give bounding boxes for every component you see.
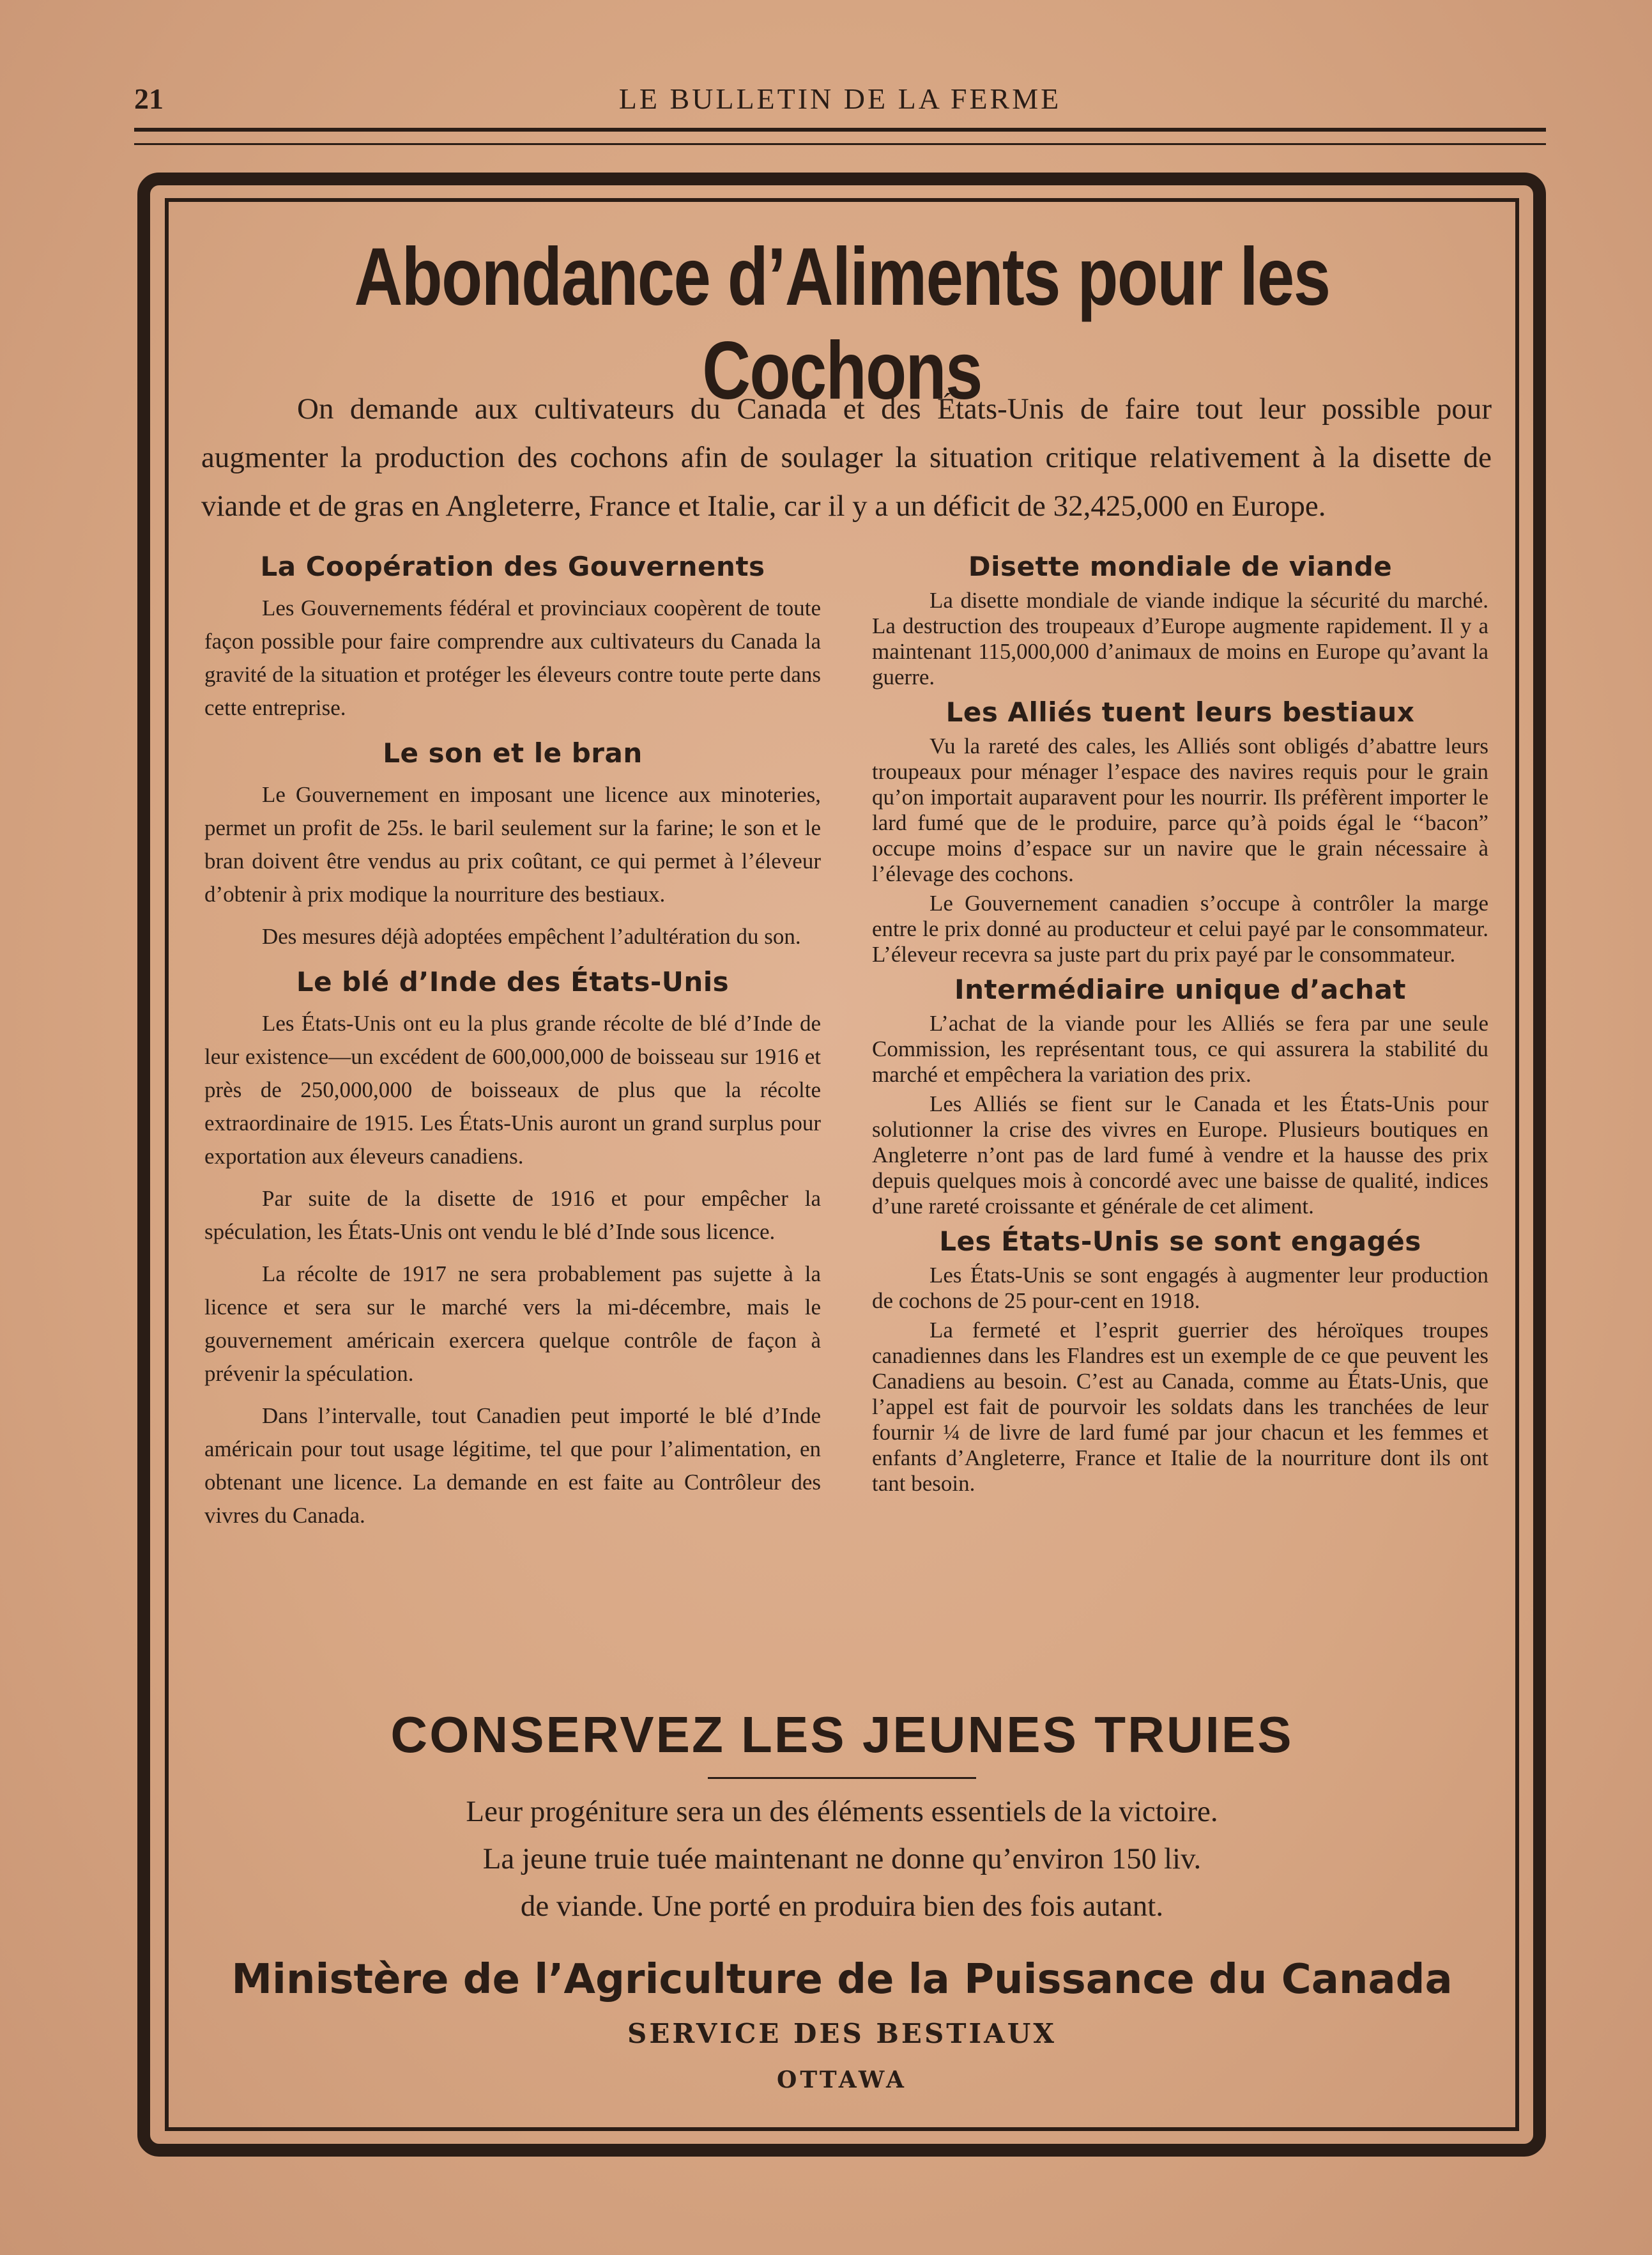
section-heading: Intermédiaire unique d’achat (954, 974, 1406, 1005)
page-header (134, 77, 1546, 121)
sows-line: Leur progéniture sera un des éléments essentiels de la victoire. (466, 1795, 1218, 1828)
sows-divider (708, 1777, 976, 1779)
sows-line: La jeune truie tuée maintenant ne donne qu’environ 150 liv. (482, 1842, 1202, 1875)
section-paragraph: La disette mondiale de viande indique la sécurité du marché. La destruction des troupeaux d’Europe augmente rapidement. Il y a maintenant 115,000,000 d’animaux de moins en Europe qu’avant la guerre. (872, 588, 1488, 689)
section-heading: Disette mondiale de viande (968, 551, 1393, 582)
ministry-name: Ministère de l’Agriculture de la Puissance du Canada (231, 1956, 1453, 2003)
sows-title: CONSERVEZ LES JEUNES TRUIES (390, 1706, 1294, 1763)
section-paragraph: L’achat de la viande pour les Alliés se fera par une seule Commission, les représentant tous, ce qui assurera la stabilité du marché et empêchera la variation des prix. (872, 1011, 1488, 1087)
city-name: OTTAWA (777, 2066, 907, 2093)
section-paragraph: Par suite de la disette de 1916 et pour empêcher la spéculation, les États-Unis ont vendu le blé d’Inde sous licence. (204, 1186, 821, 1244)
conserve-sows-block (165, 1703, 1519, 2096)
section-heading: Le son et le bran (383, 737, 643, 769)
section-paragraph: Les Gouvernements fédéral et provinciaux coopèrent de toute façon possible pour faire comprendre aux cultivateurs du Canada la gravité de la situation et protéger les éleveurs contre toute perte dans cette entreprise. (204, 596, 821, 720)
section-heading: Les Alliés tuent leurs bestiaux (945, 697, 1415, 728)
header-rule (134, 128, 1546, 145)
advertisement-headline: Abondance d’Aliments pour les Cochons (354, 231, 1330, 417)
section-paragraph: Vu la rareté des cales, les Alliés sont obligés d’abattre leurs troupeaux pour ménager l’espace des navires requis pour le grain qu’on importait auparavent pour les nourrir. Ils préfèrent importer le lard fumé que de le produire, parce qu’à poids égal le ‘‘bacon” occupe moins d’espace sur un navire que le grain nécessaire à l’élevage des cochons. (872, 734, 1488, 886)
section-paragraph: La récolte de 1917 ne sera probablement pas sujette à la licence et sera sur le marché vers la mi-décembre, mais le gouvernement américain exercera quelque contrôle de façon à prévenir la spéculation. (204, 1261, 821, 1386)
section-heading: Les États-Unis se sont engagés (939, 1226, 1421, 1257)
section-paragraph: Le Gouvernement canadien s’occupe à contrôler la marge entre le prix donné au producteur et celui payé par le consommateur. L’éleveur recevra sa juste part du prix payé par le consommateur. (872, 891, 1488, 967)
running-title: LE BULLETIN DE LA FERME (618, 82, 1062, 115)
right-column (872, 550, 1488, 1500)
section-paragraph: Les États-Unis se sont engagés à augmenter leur production de cochons de 25 pour-cent en 1918. (872, 1263, 1488, 1313)
section-heading: La Coopération des Gouvernents (260, 551, 765, 582)
section-paragraph: Les États-Unis ont eu la plus grande récolte de blé d’Inde de leur existence—un excédent de 600,000,000 de boisseau sur 1916 et près de 250,000,000 de boisseaux de plus que la récolte extraordinaire de 1915. Les États-Unis auront un grand surplus pour exportation aux éleveurs canadiens. (204, 1011, 821, 1169)
page-number: 21 (134, 82, 164, 115)
section-paragraph: Des mesures déjà adoptées empêchent l’adultération du son. (262, 924, 801, 949)
sows-line: de viande. Une porté en produira bien des fois autant. (520, 1889, 1164, 1923)
left-column (204, 550, 821, 1541)
intro-paragraph: On demande aux cultivateurs du Canada et des États-Unis de faire tout leur possible pour augmenter la production des cochons afin de soulager la situation critique relativement à la disette de viande et de gras en Angleterre, France et Italie, car il y a un déficit de 32,425,000 en Europe. (201, 392, 1492, 523)
section-heading: Le blé d’Inde des États-Unis (296, 966, 730, 997)
section-paragraph: Le Gouvernement en imposant une licence aux minoteries, permet un profit de 25s. le baril seulement sur la farine; le son et le bran doivent être vendus au prix coûtant, ce qui permet à l’éleveur d’obtenir à prix modique la nourriture des bestiaux. (204, 782, 821, 907)
section-paragraph: La fermeté et l’esprit guerrier des héroïques troupes canadiennes dans les Flandres est un exemple de ce que peuvent les Canadiens au besoin. C’est au Canada, comme au États-Unis, que l’appel est fait de pourvoir les soldats dans les tranchées de leur fournir ¼ de livre de lard fumé par jour chacun et les femmes et enfants d’Angleterre, France et Italie de la nourriture dont ils ont tant besoin. (872, 1318, 1488, 1496)
section-paragraph: Dans l’intervalle, tout Canadien peut importé le blé d’Inde américain pour tout usage légitime, tel que pour l’alimentation, en obtenant une licence. La demande en est faite au Contrôleur des vivres du Canada. (204, 1403, 821, 1528)
section-paragraph: Les Alliés se fient sur le Canada et les États-Unis pour solutionner la crise des vivres en Europe. Plusieurs boutiques en Angleterre n’ont pas de lard fumé à vendre et la hausse des prix depuis quelques mois à concordé avec une baisse de qualité, indices d’une rareté croissante et générale de cet aliment. (872, 1091, 1488, 1219)
service-name: SERVICE DES BESTIAUX (627, 2018, 1057, 2049)
